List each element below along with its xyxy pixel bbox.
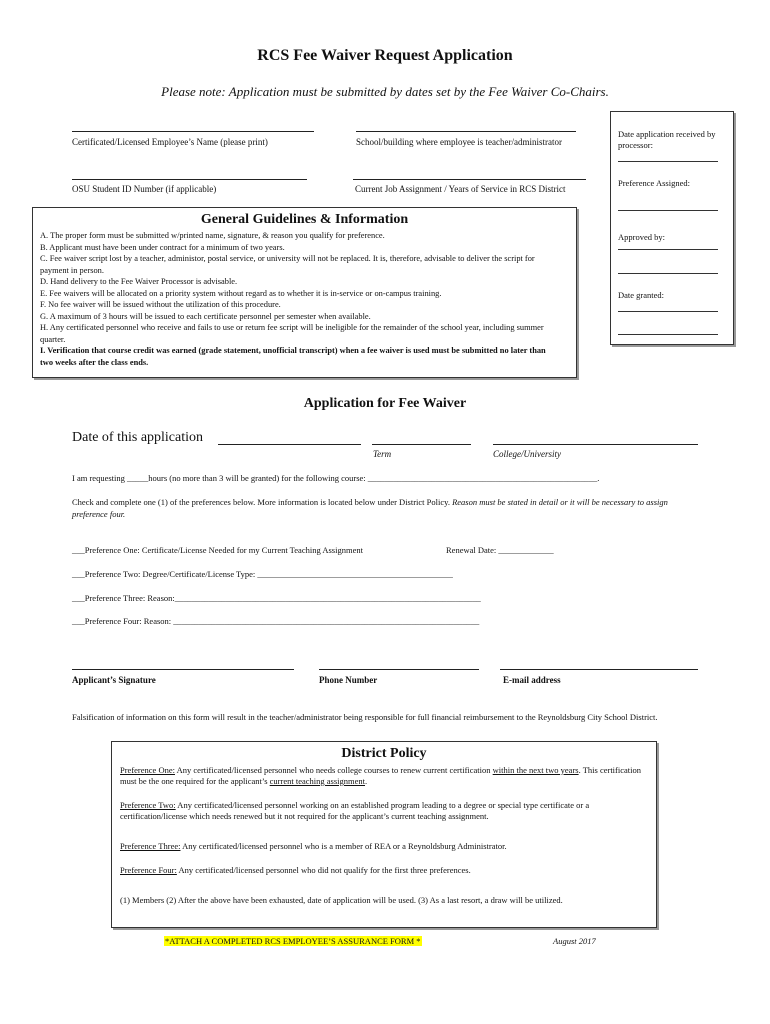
policy-p4-label: Preference Four: — [120, 865, 177, 875]
policy-p2-label: Preference Two: — [120, 800, 176, 810]
guideline-item-verification: I. Verification that course credit was earned (grade statement, unofficial transcript) when a fee waiver is used must be submitted no later than two weeks after the class ends. — [40, 346, 546, 367]
guideline-item: H. Any certificated personnel who receive and fails to use or return fee script will be ineligible for the remainder of the school year, including summer quarter. — [40, 323, 544, 344]
date-received-label: Date application received by processor: — [618, 129, 716, 150]
assignment-line[interactable] — [353, 179, 586, 180]
signature-line[interactable] — [72, 669, 294, 670]
check-instructions-text: Check and complete one (1) of the preferences below. More information is located below under District Policy. — [72, 497, 453, 507]
district-policy-heading: District Policy — [341, 746, 427, 761]
renewal-date-field[interactable]: Renewal Date: _____________ — [446, 545, 554, 555]
guideline-item: B. Applicant must have been under contract for a minimum of two years. — [40, 242, 285, 252]
guidelines-heading: General Guidelines & Information — [200, 212, 409, 227]
preference-one-option[interactable]: ___Preference One: Certificate/License Needed for my Current Teaching Assignment — [72, 545, 363, 555]
policy-p1-label: Preference One: — [120, 765, 175, 775]
policy-p1-end: . — [365, 776, 368, 786]
policy-preference-three — [120, 841, 645, 852]
approved-by-label: Approved by: — [618, 232, 665, 242]
guideline-item: A. The proper form must be submitted w/printed name, signature, & reason you qualify for preference. — [40, 231, 385, 240]
policy-p1-text-b: . This certification must be the one required for the applicant’s — [120, 765, 642, 786]
policy-p3-label: Preference Three: — [120, 841, 181, 851]
policy-preference-four — [120, 865, 645, 876]
email-label: E-mail address — [503, 675, 561, 685]
guideline-item: F. No fee waiver will be issued without the utilization of this procedure. — [40, 300, 281, 309]
guidelines-list — [40, 230, 560, 368]
signature-label: Applicant’s Signature — [72, 675, 156, 685]
application-heading: Application for Fee Waiver — [303, 396, 467, 411]
date-of-application-label: Date of this application — [72, 430, 204, 445]
policy-p2-text: Any certificated/licensed personnel working on an established program leading to a degree or special type certificate or a certification/license which needs renewed but it not required for the applicant’s current teaching assignment. — [120, 800, 590, 821]
preference-four-option[interactable]: ___Preference Four: Reason: ________________________________________________________________________ — [72, 616, 480, 626]
policy-p1-text: Any certificated/licensed personnel who needs college courses to renew current certification — [174, 765, 493, 775]
policy-p1-emphasis-2: current teaching assignment — [269, 776, 366, 786]
osu-id-line[interactable] — [72, 179, 307, 180]
school-line[interactable] — [356, 131, 576, 132]
date-granted-line-2[interactable] — [618, 334, 718, 335]
attach-form-notice: *ATTACH A COMPLETED RCS EMPLOYEE’S ASSURANCE FORM * — [165, 936, 421, 946]
processor-box — [610, 111, 734, 345]
college-label: College/University — [493, 449, 561, 459]
guideline-item: G. A maximum of 3 hours will be issued to each certificate personnel per semester when available. — [40, 311, 371, 321]
date-of-application-line[interactable] — [218, 444, 361, 445]
guideline-item: E. Fee waivers will be allocated on a priority system without regard as to whether it is in-service or on-campus training. — [40, 288, 442, 298]
phone-line[interactable] — [319, 669, 479, 670]
preference-three-option[interactable]: ___Preference Three: Reason:________________________________________________________________________ — [72, 593, 481, 603]
hours-request-text: I am requesting _____hours (no more than 3 will be granted) for the following course: ______________________________________________________. — [72, 473, 600, 483]
guidelines-box — [32, 207, 577, 378]
check-instructions — [72, 496, 692, 520]
preference-assigned-label: Preference Assigned: — [618, 178, 690, 188]
policy-p1-emphasis: within the next two years — [492, 765, 579, 775]
date-granted-line-1[interactable] — [618, 311, 718, 312]
term-label: Term — [373, 449, 392, 459]
school-label: School/building where employee is teacher/administrator — [356, 137, 562, 147]
employee-name-line[interactable] — [72, 131, 314, 132]
osu-id-label: OSU Student ID Number (if applicable) — [72, 184, 217, 194]
policy-p4-text: Any certificated/licensed personnel who did not qualify for the first three preferences. — [176, 865, 471, 875]
policy-preference-one — [120, 765, 645, 787]
guideline-item: D. Hand delivery to the Fee Waiver Processor is advisable. — [40, 277, 238, 286]
page-title: RCS Fee Waiver Request Application — [257, 47, 513, 64]
date-received-line[interactable] — [618, 161, 718, 162]
phone-label: Phone Number — [319, 675, 378, 685]
approved-by-line-1[interactable] — [618, 249, 718, 250]
policy-preference-two — [120, 800, 645, 822]
policy-p3-text: Any certificated/licensed personnel who is a member of REA or a Reynoldsburg Administrator. — [180, 841, 507, 851]
guideline-item: C. Fee waiver script lost by a teacher, administor, postal service, or university will not be replaced. It is, therefore, advisable to deliver the script for payment in person. — [40, 254, 535, 275]
preference-two-option[interactable]: ___Preference Two: Degree/Certificate/License Type: ______________________________________________ — [72, 569, 453, 579]
district-policy-box — [111, 741, 657, 928]
approved-by-line-2[interactable] — [618, 273, 718, 274]
falsification-warning: Falsification of information on this form will result in the teacher/administrator being responsible for full financial reimbursement to the Reynoldsburg City School District. — [72, 712, 658, 722]
form-edition-date: August 2017 — [553, 936, 596, 946]
policy-order: (1) Members (2) After the above have been exhausted, date of application will be used. (3) As a last resort, a draw will be utilized. — [120, 895, 563, 905]
check-instructions-italic: Reason must be stated in detail or it will be necessary to assign preference four. — [72, 497, 668, 519]
submission-note: Please note: Application must be submitted by dates set by the Fee Waiver Co-Chairs. — [161, 84, 609, 99]
term-line[interactable] — [372, 444, 471, 445]
preference-assigned-line[interactable] — [618, 210, 718, 211]
email-line[interactable] — [500, 669, 698, 670]
date-granted-label: Date granted: — [618, 290, 665, 300]
assignment-label: Current Job Assignment / Years of Service in RCS District — [355, 184, 566, 194]
employee-name-label: Certificated/Licensed Employee’s Name (please print) — [72, 137, 268, 147]
college-line[interactable] — [493, 444, 698, 445]
